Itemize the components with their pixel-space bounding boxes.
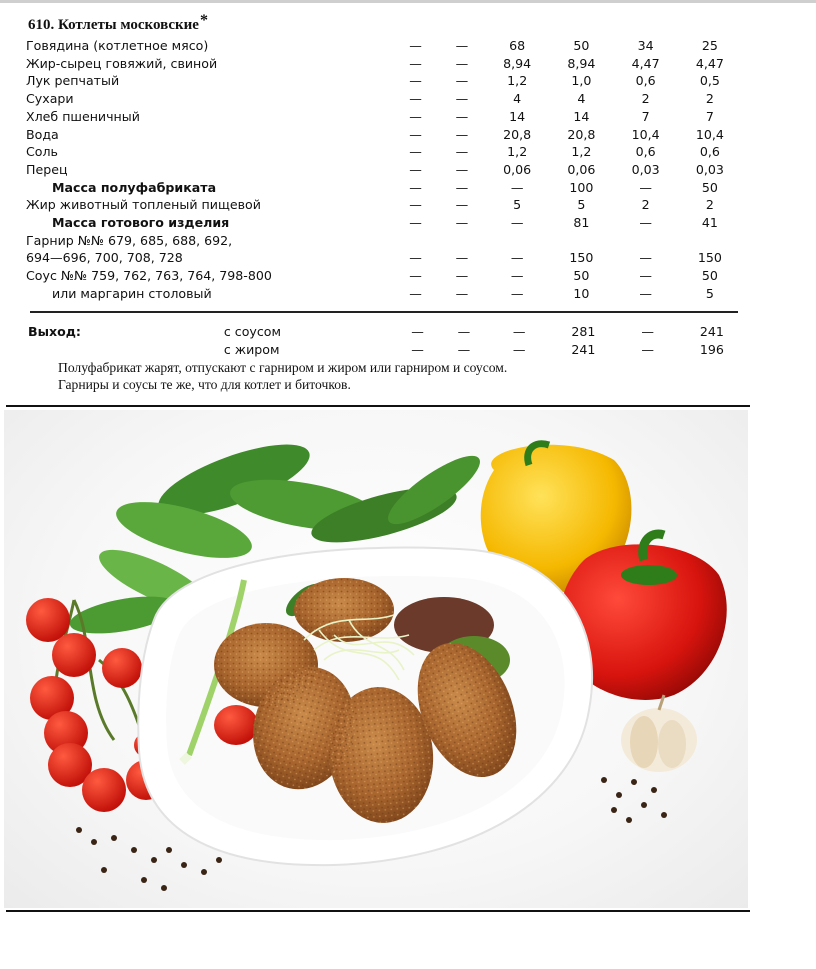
- note-line: Полуфабрикат жарят, отпускают с гарниром и жиром или гарниром и соусом.: [58, 360, 508, 375]
- value-cell: 0,06: [567, 161, 596, 177]
- dash-cell: —: [409, 73, 422, 89]
- value-cell: 2: [641, 91, 650, 107]
- ingredient-name: Лук репчатый: [26, 73, 120, 89]
- value-cell: [678, 232, 742, 250]
- dash-cell: —: [409, 38, 422, 53]
- value-cell: 1,2: [507, 73, 528, 89]
- value-cell: 10,4: [695, 126, 724, 142]
- value-cell: 7: [641, 108, 650, 124]
- table-rule: [30, 311, 738, 313]
- value-cell: —: [639, 285, 652, 301]
- dash-cell: —: [455, 91, 469, 107]
- dash-cell: —: [455, 38, 469, 53]
- dash-cell: —: [455, 126, 469, 142]
- value-cell: 196: [699, 342, 724, 357]
- value-cell: 25: [701, 38, 718, 53]
- dash-cell: —: [409, 285, 422, 301]
- value-cell: 4: [577, 91, 586, 107]
- value-cell: —: [641, 324, 654, 339]
- dash-cell: —: [411, 324, 424, 339]
- dash-cell: —: [409, 250, 422, 266]
- ingredient-row: [26, 267, 742, 285]
- value-cell: —: [510, 268, 524, 284]
- value-cell: 10: [573, 285, 590, 301]
- value-cell: 150: [697, 250, 722, 266]
- food-illustration: [4, 410, 748, 908]
- ingredient-name: Масса готового изделия: [52, 215, 230, 231]
- dash-cell: —: [409, 144, 422, 160]
- value-cell: 1,0: [571, 73, 592, 89]
- value-cell: 14: [573, 108, 590, 124]
- value-cell: 5: [705, 285, 714, 301]
- dash-cell: —: [409, 268, 422, 284]
- value-cell: 0,03: [631, 161, 660, 177]
- yield-label: Выход:: [28, 324, 81, 339]
- dash-cell: —: [409, 108, 422, 124]
- value-cell: 10,4: [631, 126, 660, 142]
- empty-cell: [28, 341, 224, 359]
- value-cell: 0,5: [699, 73, 720, 89]
- dash-cell: —: [455, 250, 469, 266]
- yield-table: [28, 323, 744, 359]
- value-cell: —: [510, 215, 524, 231]
- ingredient-row: [26, 55, 742, 73]
- dash-cell: —: [409, 197, 422, 213]
- value-cell: 4,47: [631, 55, 660, 71]
- dash-cell: —: [411, 342, 424, 357]
- dash-cell: [439, 232, 485, 250]
- dash-cell: —: [409, 55, 422, 71]
- ingredient-name: Соус №№ 759, 762, 763, 764, 798-800: [26, 268, 272, 284]
- ingredient-row: [26, 143, 742, 161]
- dash-cell: —: [455, 268, 469, 284]
- value-cell: 8,94: [503, 55, 532, 71]
- dash-cell: —: [409, 179, 422, 195]
- value-cell: 150: [569, 250, 594, 266]
- value-cell: [485, 232, 549, 250]
- ingredient-name: Гарнир №№ 679, 685, 688, 692,: [26, 232, 233, 248]
- ingredient-name: 694—696, 700, 708, 728: [26, 250, 183, 266]
- value-cell: 0,6: [635, 144, 656, 160]
- photo-bottom-border: [6, 910, 750, 912]
- ingredient-name: Соль: [26, 144, 58, 160]
- yield-row-fat: [28, 341, 744, 359]
- ingredient-name: Хлеб пшеничный: [26, 108, 140, 124]
- value-cell: 100: [569, 179, 594, 195]
- value-cell: 20,8: [567, 126, 596, 142]
- dash-cell: —: [409, 126, 422, 142]
- value-cell: 5: [577, 197, 586, 213]
- ingredient-row: [26, 249, 742, 267]
- value-cell: 5: [513, 197, 522, 213]
- value-cell: 2: [705, 197, 714, 213]
- dash-cell: —: [409, 91, 422, 107]
- ingredient-name: Сухари: [26, 91, 74, 107]
- value-cell: —: [512, 324, 526, 339]
- value-cell: 41: [701, 215, 718, 231]
- value-cell: 14: [509, 108, 526, 124]
- dash-cell: —: [457, 342, 471, 357]
- dash-cell: —: [409, 215, 422, 231]
- ingredient-name: Масса полуфабриката: [52, 179, 217, 195]
- value-cell: 7: [705, 108, 714, 124]
- recipe-card: [26, 8, 746, 303]
- dash-cell: —: [455, 55, 469, 71]
- value-cell: —: [510, 285, 524, 301]
- garlic-bulb: [621, 695, 697, 772]
- dash-cell: —: [455, 73, 469, 89]
- dash-cell: —: [455, 161, 469, 177]
- ingredient-row: [26, 161, 742, 179]
- value-cell: [549, 232, 613, 250]
- ingredients-table: [26, 37, 742, 303]
- dash-cell: —: [455, 144, 469, 160]
- ingredient-name: или маргарин столовый: [52, 285, 212, 301]
- value-cell: 50: [573, 38, 590, 53]
- value-cell: 241: [571, 342, 596, 357]
- value-cell: —: [510, 250, 524, 266]
- value-cell: —: [639, 215, 652, 231]
- recipe-title-text: 610. Котлеты московские: [28, 17, 199, 33]
- value-cell: 0,6: [699, 144, 720, 160]
- value-cell: 4,47: [695, 55, 724, 71]
- top-edge-strip: [0, 0, 816, 3]
- photo-top-border: [6, 405, 750, 407]
- note-line: Гарниры и соусы те же, что для котлет и биточков.: [58, 377, 351, 392]
- dash-cell: —: [455, 285, 469, 301]
- yield-fat-label: с жиром: [223, 342, 280, 357]
- value-cell: 50: [573, 268, 590, 284]
- value-cell: —: [512, 342, 526, 357]
- value-cell: 0,6: [635, 73, 656, 89]
- value-cell: 4: [513, 91, 522, 107]
- yield-sauce-label: с соусом: [223, 324, 281, 339]
- value-cell: —: [639, 268, 652, 284]
- value-cell: 281: [571, 324, 596, 339]
- dash-cell: —: [455, 197, 469, 213]
- dash-cell: [392, 232, 438, 250]
- value-cell: 8,94: [567, 55, 596, 71]
- yield-row-sauce: [28, 323, 744, 341]
- ingredient-row: [26, 126, 742, 144]
- ingredient-name: Перец: [26, 161, 68, 177]
- plate-tomato: [214, 705, 258, 745]
- ingredient-name: Вода: [26, 126, 59, 142]
- dash-cell: —: [409, 161, 422, 177]
- value-cell: 1,2: [507, 144, 528, 160]
- value-cell: 34: [637, 38, 654, 53]
- value-cell: 0,06: [503, 161, 532, 177]
- ingredient-row: [26, 108, 742, 126]
- ingredient-row: [26, 232, 742, 250]
- ingredient-row: [26, 285, 742, 303]
- dash-cell: —: [455, 108, 469, 124]
- value-cell: 2: [641, 197, 650, 213]
- dash-cell: —: [455, 215, 469, 231]
- value-cell: —: [510, 179, 524, 195]
- ingredient-row: [26, 196, 742, 214]
- value-cell: [614, 232, 678, 250]
- value-cell: 68: [509, 38, 526, 53]
- ingredient-name: Говядина (котлетное мясо): [26, 38, 209, 53]
- ingredient-name: Жир животный топленый пищевой: [26, 197, 261, 213]
- value-cell: —: [639, 250, 652, 266]
- footnote-asterisk: *: [199, 12, 208, 29]
- value-cell: 50: [701, 268, 718, 284]
- value-cell: 241: [699, 324, 724, 339]
- ingredient-name: Жир-сырец говяжий, свиной: [26, 55, 218, 71]
- value-cell: —: [639, 179, 652, 195]
- value-cell: 2: [705, 91, 714, 107]
- dash-cell: —: [455, 179, 469, 195]
- recipe-note: [58, 359, 738, 393]
- value-cell: 0,03: [695, 161, 724, 177]
- ingredient-row: [26, 90, 742, 108]
- ingredient-row: [26, 214, 742, 232]
- ingredient-row: [26, 72, 742, 90]
- value-cell: 81: [573, 215, 590, 231]
- value-cell: —: [641, 342, 654, 357]
- cutlets-photo: [4, 410, 748, 908]
- ingredient-row: [26, 37, 742, 55]
- recipe-title: [28, 12, 746, 34]
- value-cell: 1,2: [571, 144, 592, 160]
- dash-cell: —: [457, 324, 471, 339]
- ingredient-row: [26, 179, 742, 197]
- value-cell: 50: [701, 179, 718, 195]
- value-cell: 20,8: [503, 126, 532, 142]
